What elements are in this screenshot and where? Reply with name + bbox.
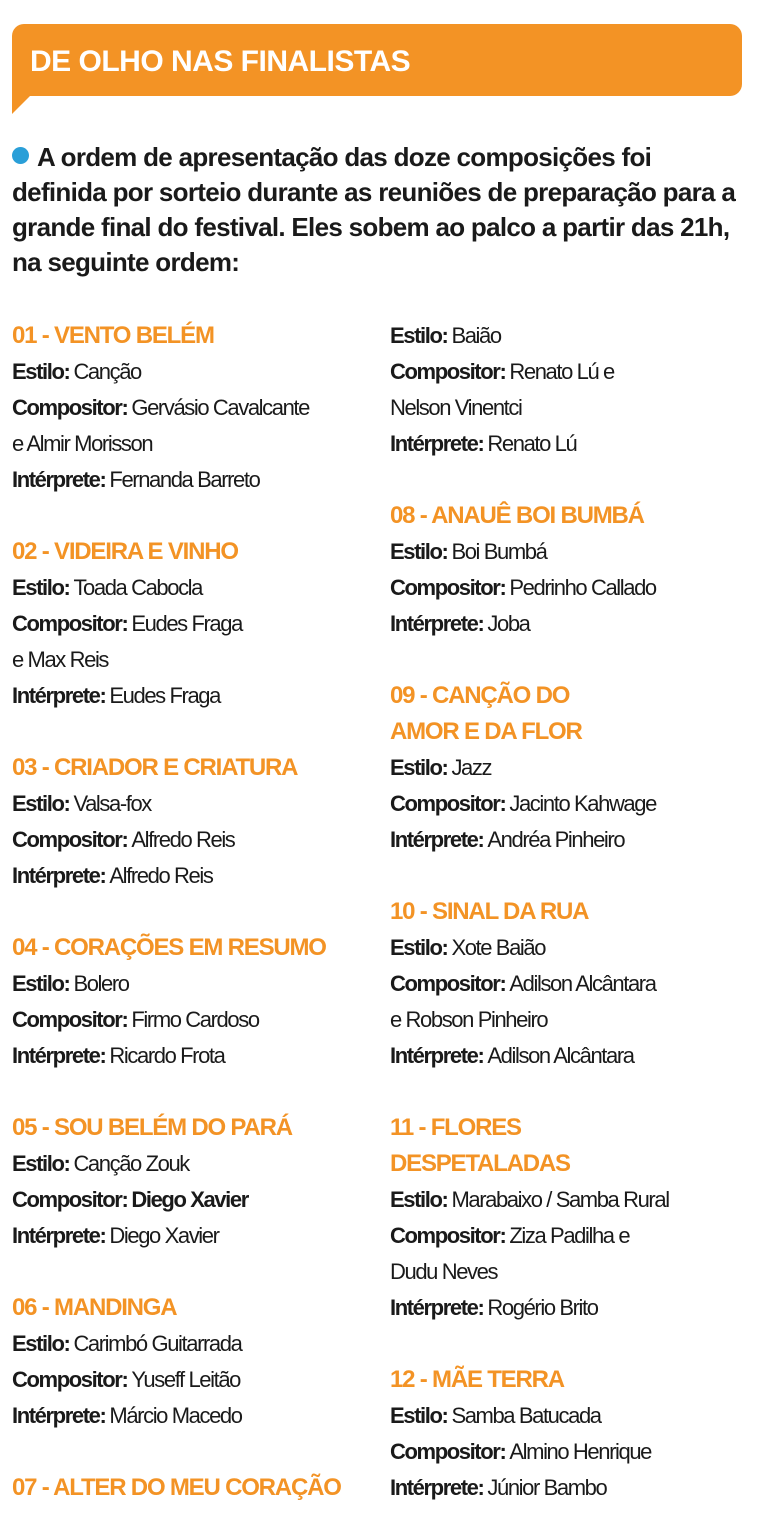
style-value: Valsa-fox bbox=[73, 791, 151, 816]
composer-value: Almino Henrique bbox=[509, 1439, 652, 1464]
entry-title: 04 - CORAÇÕES EM RESUMO bbox=[12, 934, 326, 961]
entry-title-line-1: 11 - FLORES bbox=[390, 1114, 521, 1141]
performer-value: Rogério Brito bbox=[487, 1295, 598, 1320]
performer-line bbox=[390, 1038, 754, 1074]
composer-value-cont: e Almir Morisson bbox=[12, 431, 153, 456]
composer-label: Compositor: bbox=[390, 1439, 506, 1464]
composer-value: Renato Lú e bbox=[509, 359, 614, 384]
style-line bbox=[12, 1146, 374, 1182]
entry-04 bbox=[12, 930, 374, 1074]
composer-continuation bbox=[390, 1002, 754, 1038]
performer-value: Ricardo Frota bbox=[109, 1043, 225, 1068]
composer-label: Compositor: bbox=[390, 791, 506, 816]
style-value: Boi Bumbá bbox=[451, 539, 547, 564]
composer-line bbox=[12, 1182, 374, 1218]
entry-01 bbox=[12, 318, 374, 498]
entry-title: 10 - SINAL DA RUA bbox=[390, 898, 589, 925]
style-label: Estilo: bbox=[390, 755, 448, 780]
left-column bbox=[12, 318, 374, 1506]
composer-value: Firmo Cardoso bbox=[131, 1007, 259, 1032]
performer-value: Renato Lú bbox=[487, 431, 577, 456]
composer-value: Gervásio Cavalcante bbox=[131, 395, 309, 420]
composer-value-cont: Dudu Neves bbox=[390, 1259, 498, 1284]
style-label: Estilo: bbox=[390, 539, 448, 564]
composer-label: Compositor: bbox=[390, 575, 506, 600]
entry-09 bbox=[390, 678, 754, 858]
performer-value: Adilson Alcântara bbox=[487, 1043, 634, 1068]
performer-value: Márcio Macedo bbox=[109, 1403, 242, 1428]
style-label: Estilo: bbox=[390, 1403, 448, 1428]
performer-line bbox=[12, 858, 374, 894]
performer-label: Intérprete: bbox=[12, 1043, 106, 1068]
bullet-dot-icon bbox=[12, 147, 29, 164]
entry-title: 03 - CRIADOR E CRIATURA bbox=[12, 754, 298, 781]
composer-value: Yuseff Leitão bbox=[131, 1367, 240, 1392]
entry-05 bbox=[12, 1110, 374, 1254]
right-column bbox=[390, 318, 754, 1506]
composer-label: Compositor: bbox=[12, 827, 128, 852]
entry-11 bbox=[390, 1110, 754, 1326]
style-value: Canção Zouk bbox=[73, 1151, 189, 1176]
style-label: Estilo: bbox=[12, 971, 70, 996]
style-label: Estilo: bbox=[12, 575, 70, 600]
composer-value: Alfredo Reis bbox=[131, 827, 235, 852]
style-line bbox=[12, 570, 374, 606]
intro-text: A ordem de apresentação das doze composições foi definida por sorteio durante as reuniões de preparação para a grande final do festival. Eles sobem ao palco a partir das 21h, na seguinte ordem: bbox=[12, 142, 736, 277]
performer-label: Intérprete: bbox=[12, 467, 106, 492]
composer-line bbox=[390, 1434, 754, 1470]
composer-continuation bbox=[12, 426, 374, 462]
performer-label: Intérprete: bbox=[12, 683, 106, 708]
style-line bbox=[390, 1398, 754, 1434]
composer-value: Diego Xavier bbox=[131, 1187, 248, 1212]
style-line bbox=[12, 966, 374, 1002]
entry-title: 08 - ANAUÊ BOI BUMBÁ bbox=[390, 502, 644, 529]
style-value: Bolero bbox=[73, 971, 129, 996]
performer-label: Intérprete: bbox=[12, 1403, 106, 1428]
style-line bbox=[12, 1326, 374, 1362]
composer-label: Compositor: bbox=[390, 1223, 506, 1248]
composer-label: Compositor: bbox=[12, 611, 128, 636]
performer-line bbox=[12, 462, 374, 498]
style-value: Carimbó Guitarrada bbox=[73, 1331, 242, 1356]
style-line bbox=[12, 354, 374, 390]
entry-title: 06 - MANDINGA bbox=[12, 1294, 177, 1321]
composer-line bbox=[390, 354, 754, 390]
entry-08 bbox=[390, 498, 754, 642]
style-label: Estilo: bbox=[390, 323, 448, 348]
style-value: Jazz bbox=[451, 755, 492, 780]
performer-line bbox=[12, 1038, 374, 1074]
performer-line bbox=[390, 1290, 754, 1326]
style-label: Estilo: bbox=[12, 1151, 70, 1176]
style-line bbox=[390, 1182, 754, 1218]
composer-continuation bbox=[390, 390, 754, 426]
performer-line bbox=[390, 606, 754, 642]
entry-title-line-2: DESPETALADAS bbox=[390, 1150, 570, 1177]
performer-label: Intérprete: bbox=[390, 1043, 484, 1068]
composer-line bbox=[12, 606, 374, 642]
composer-value: Adilson Alcântara bbox=[509, 971, 656, 996]
style-line bbox=[12, 786, 374, 822]
composer-value: Jacinto Kahwage bbox=[509, 791, 656, 816]
style-line bbox=[390, 750, 754, 786]
performer-line bbox=[390, 822, 754, 858]
entry-title: 01 - VENTO BELÉM bbox=[12, 322, 214, 349]
composer-label: Compositor: bbox=[12, 395, 128, 420]
style-label: Estilo: bbox=[12, 791, 70, 816]
performer-line bbox=[12, 1218, 374, 1254]
composer-line bbox=[390, 966, 754, 1002]
performer-line bbox=[12, 1398, 374, 1434]
style-line bbox=[390, 930, 754, 966]
style-value: Xote Baião bbox=[451, 935, 546, 960]
entry-03 bbox=[12, 750, 374, 894]
performer-label: Intérprete: bbox=[12, 1223, 106, 1248]
performer-value: Eudes Fraga bbox=[109, 683, 220, 708]
style-label: Estilo: bbox=[390, 935, 448, 960]
composer-continuation bbox=[390, 1254, 754, 1290]
entry-title: 07 - ALTER DO MEU CORAÇÃO bbox=[12, 1474, 341, 1501]
composer-line bbox=[390, 1218, 754, 1254]
entry-07-title-block bbox=[12, 1470, 374, 1506]
composer-line bbox=[390, 570, 754, 606]
style-value: Canção bbox=[73, 359, 141, 384]
entry-title: 02 - VIDEIRA E VINHO bbox=[12, 538, 238, 565]
performer-line bbox=[12, 678, 374, 714]
entry-02 bbox=[12, 534, 374, 714]
style-value: Marabaixo / Samba Rural bbox=[451, 1187, 669, 1212]
composer-value-cont: e Robson Pinheiro bbox=[390, 1007, 548, 1032]
composer-value-cont: e Max Reis bbox=[12, 647, 109, 672]
performer-value: Fernanda Barreto bbox=[109, 467, 260, 492]
composer-line bbox=[12, 1002, 374, 1038]
style-label: Estilo: bbox=[12, 1331, 70, 1356]
performer-line bbox=[390, 1470, 754, 1506]
intro-paragraph bbox=[12, 140, 742, 280]
performer-value: Diego Xavier bbox=[109, 1223, 219, 1248]
composer-line bbox=[390, 786, 754, 822]
performer-value: Júnior Bambo bbox=[487, 1475, 607, 1500]
page-title: DE OLHO NAS FINALISTAS bbox=[30, 45, 411, 78]
entry-07-details bbox=[390, 318, 754, 462]
entry-title: 05 - SOU BELÉM DO PARÁ bbox=[12, 1114, 292, 1141]
composer-line bbox=[12, 1362, 374, 1398]
composer-value-cont: Nelson Vinentci bbox=[390, 395, 522, 420]
style-value: Baião bbox=[451, 323, 501, 348]
style-label: Estilo: bbox=[12, 359, 70, 384]
performer-value: Joba bbox=[487, 611, 530, 636]
composer-label: Compositor: bbox=[12, 1367, 128, 1392]
style-value: Toada Cabocla bbox=[73, 575, 203, 600]
composer-label: Compositor: bbox=[12, 1007, 128, 1032]
style-line bbox=[390, 318, 754, 354]
performer-line bbox=[390, 426, 754, 462]
entry-title: 12 - MÃE TERRA bbox=[390, 1366, 564, 1393]
entry-12 bbox=[390, 1362, 754, 1506]
composer-value: Ziza Padilha e bbox=[509, 1223, 630, 1248]
composer-value: Eudes Fraga bbox=[131, 611, 242, 636]
composer-label: Compositor: bbox=[390, 359, 506, 384]
entry-10 bbox=[390, 894, 754, 1074]
style-label: Estilo: bbox=[390, 1187, 448, 1212]
composer-value: Pedrinho Callado bbox=[509, 575, 656, 600]
entry-06 bbox=[12, 1290, 374, 1434]
composer-label: Compositor: bbox=[12, 1187, 128, 1212]
composer-label: Compositor: bbox=[390, 971, 506, 996]
performer-label: Intérprete: bbox=[390, 431, 484, 456]
entry-title-line-2: AMOR E DA FLOR bbox=[390, 718, 582, 745]
style-line bbox=[390, 534, 754, 570]
performer-value: Andréa Pinheiro bbox=[487, 827, 625, 852]
header-banner-tail bbox=[12, 90, 36, 114]
performer-label: Intérprete: bbox=[390, 611, 484, 636]
performer-label: Intérprete: bbox=[390, 1475, 484, 1500]
performer-value: Alfredo Reis bbox=[109, 863, 213, 888]
composer-line bbox=[12, 390, 374, 426]
performer-label: Intérprete: bbox=[12, 863, 106, 888]
performer-label: Intérprete: bbox=[390, 1295, 484, 1320]
entry-title-line-1: 09 - CANÇÃO DO bbox=[390, 682, 570, 709]
performer-label: Intérprete: bbox=[390, 827, 484, 852]
composer-continuation bbox=[12, 642, 374, 678]
style-value: Samba Batucada bbox=[451, 1403, 601, 1428]
composer-line bbox=[12, 822, 374, 858]
